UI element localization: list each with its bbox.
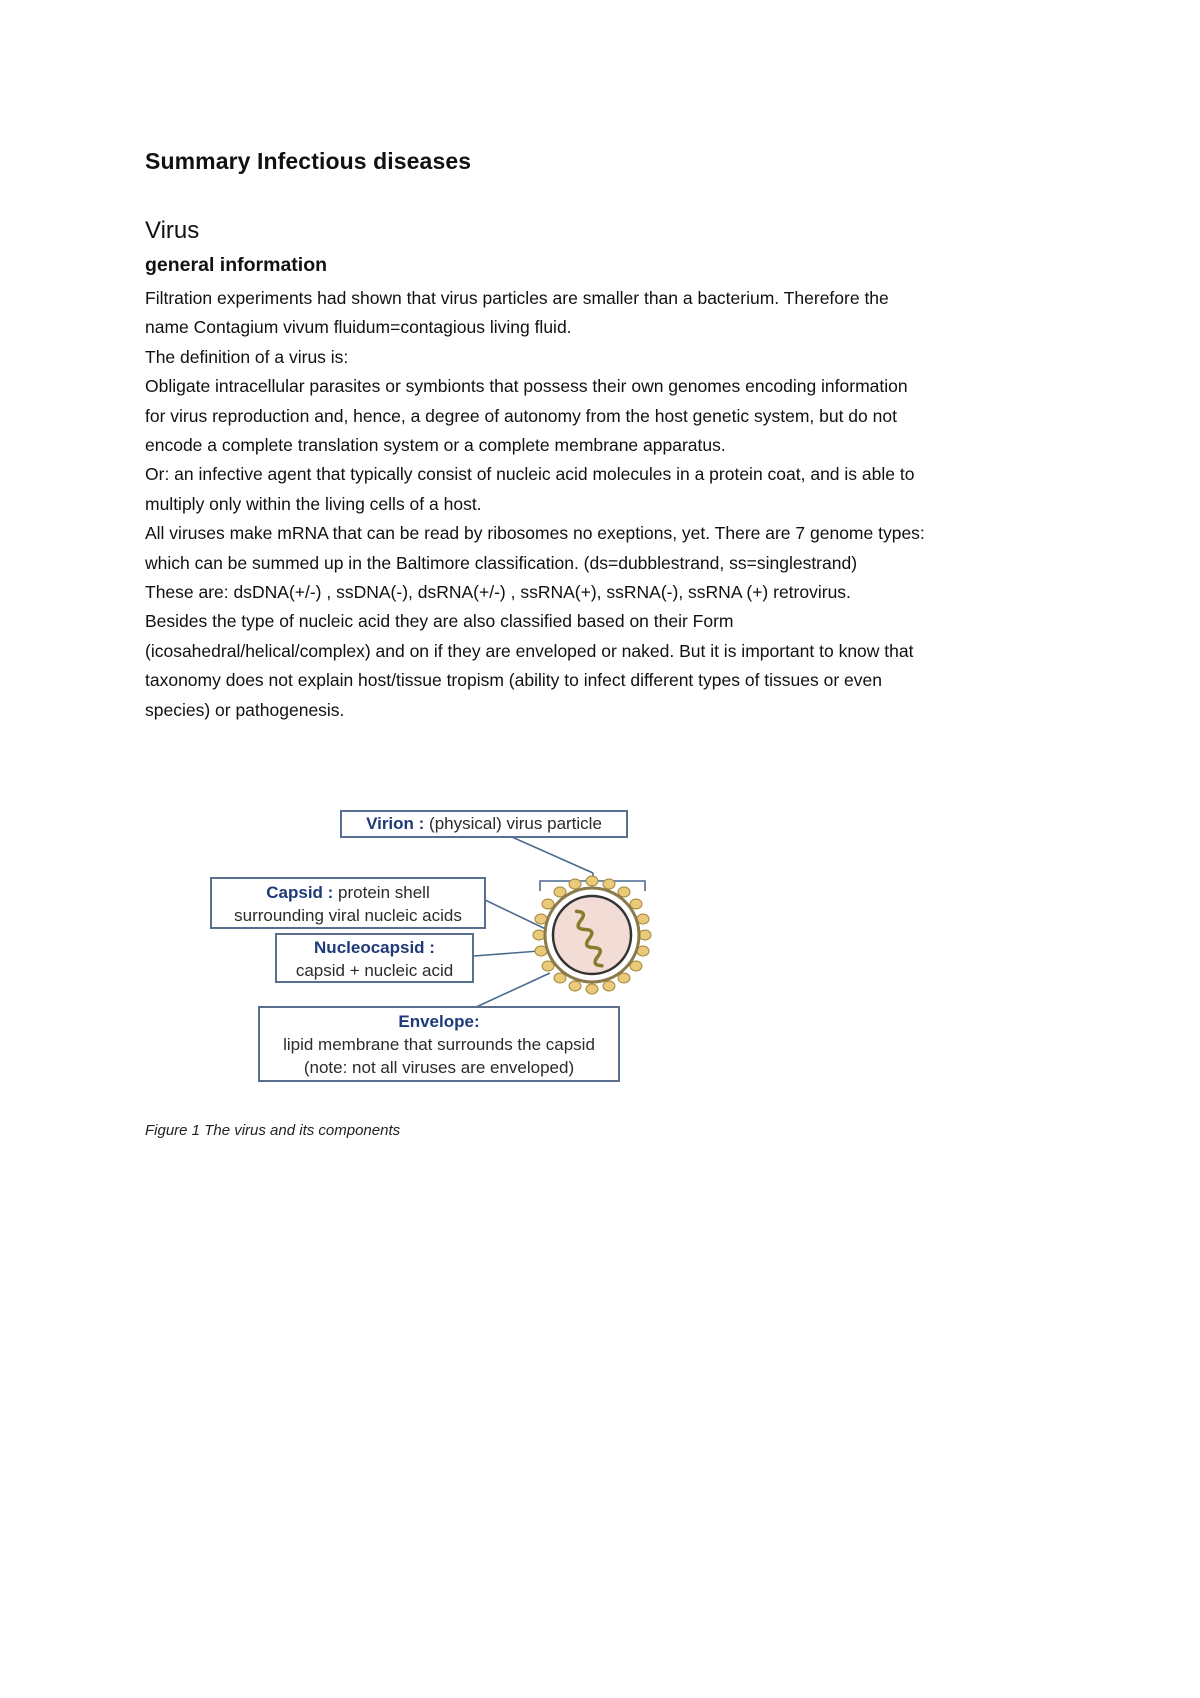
text-line: Obligate intracellular parasites or symbionts that possess their own genomes encoding information bbox=[145, 376, 908, 397]
text-line: Besides the type of nucleic acid they are also classified based on their Form bbox=[145, 611, 734, 632]
envelope-description: lipid membrane that surrounds the capsid bbox=[283, 1035, 595, 1054]
section-heading-virus: Virus bbox=[145, 217, 200, 244]
envelope-note: (note: not all viruses are enveloped) bbox=[303, 1058, 575, 1077]
virus-components-figure bbox=[200, 795, 660, 1085]
text-line: encode a complete translation system or a complete membrane apparatus. bbox=[145, 435, 726, 456]
envelope-label-box bbox=[258, 1006, 620, 1082]
envelope-term: Envelope: bbox=[398, 1012, 480, 1031]
virion-label-box bbox=[340, 810, 628, 838]
virion-description: (physical) virus particle bbox=[424, 814, 602, 833]
nucleocapsid-label-box bbox=[275, 933, 474, 983]
subsection-heading-general-information: general information bbox=[145, 254, 328, 276]
nucleocapsid-term: Nucleocapsid : bbox=[314, 938, 435, 957]
capsid-term: Capsid : bbox=[266, 883, 334, 902]
text-line: Filtration experiments had shown that virus particles are smaller than a bacterium. Therefore the bbox=[145, 288, 889, 308]
text-line: (icosahedral/helical/complex) and on if they are enveloped or naked. But it is important to know that bbox=[145, 640, 914, 661]
text-line: for virus reproduction and, hence, a degree of autonomy from the host genetic system, but do not bbox=[145, 405, 897, 426]
figure-caption: Figure 1 The virus and its components bbox=[145, 1122, 401, 1139]
text-line: taxonomy does not explain host/tissue tropism (ability to infect different types of tissues or even bbox=[145, 670, 882, 691]
text-line: name Contagium vivum fluidum=contagious living fluid. bbox=[145, 317, 572, 338]
text-line: multiply only within the living cells of a host. bbox=[145, 493, 482, 514]
text-line: These are: dsDNA(+/-) , ssDNA(-), dsRNA(+/-) , ssRNA(+), ssRNA(-), ssRNA (+) retrovirus. bbox=[145, 582, 851, 603]
capsid-description: protein shell bbox=[333, 883, 430, 902]
document-title: Summary Infectious diseases bbox=[145, 148, 472, 174]
nucleocapsid-description: capsid + nucleic acid bbox=[295, 961, 454, 980]
text-line: which can be summed up in the Baltimore classification. (ds=dubblestrand, ss=singlestrand) bbox=[145, 552, 858, 573]
capsid-description-line2: surrounding viral nucleic acids bbox=[234, 906, 462, 925]
envelope-leader-line bbox=[474, 973, 550, 1008]
virion-term: Virion : bbox=[366, 814, 425, 833]
text-line: All viruses make mRNA that can be read by ribosomes no exeptions, yet. There are 7 genome types: bbox=[145, 523, 925, 544]
text-line: species) or pathogenesis. bbox=[145, 699, 345, 720]
body-paragraph bbox=[145, 284, 1075, 725]
capsid-label-box bbox=[210, 877, 486, 929]
text-line: Or: an infective agent that typically consist of nucleic acid molecules in a protein coat, and is able to bbox=[145, 464, 915, 485]
text-line: The definition of a virus is: bbox=[145, 346, 349, 367]
